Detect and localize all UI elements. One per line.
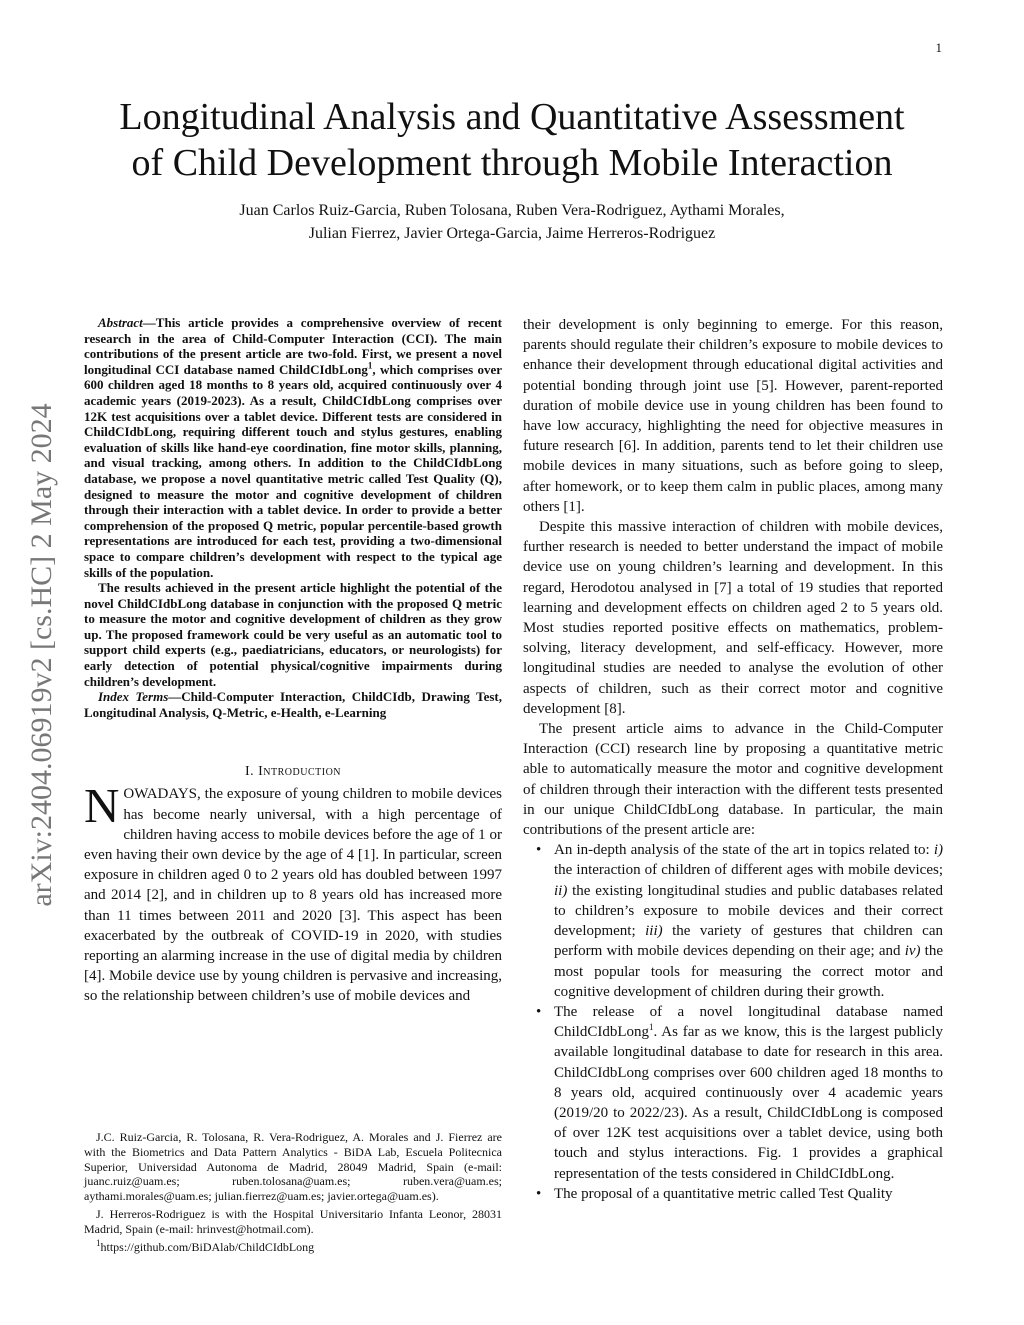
index-terms-label: Index Terms <box>98 689 169 705</box>
abstract-label: Abstract <box>98 315 143 330</box>
section-heading-introduction: I. Introduction <box>244 764 342 780</box>
authors-line-1: Juan Carlos Ruiz-Garcia, Ruben Tolosana, Ruben Vera-Rodriguez, Aythami Morales, <box>239 202 785 219</box>
contributions-list <box>523 840 943 1204</box>
index-terms-dash: — <box>168 689 182 705</box>
left-column <box>84 315 502 1007</box>
url-footnote-link[interactable]: https://github.com/BiDAlab/ChildCIdbLong <box>100 1239 315 1254</box>
contribution-1-text-d: the most popular tools for measuring the correct motor and cognitive development of children during their growth. <box>554 943 944 1000</box>
authors-line-2: Julian Fierrez, Javier Ortega-Garcia, Jaime Herreros-Rodriguez <box>308 225 716 242</box>
intro-text: , the exposure of young children to mobile devices has become nearly universal, with a high percentage of children having access to mobile devices before the age of 1 or even having their own device by the age of 4 [1]. In particular, screen exposure in children aged 0 to 2 years old has doubled between 1997 and 2014 [2], and in children up to 8 years old has increased more than 11 times between 2011 and 2020 [3]. This aspect has been exacerbated by the outbreak of COVID-19 in 2020, with studies reporting an alarming increase in the use of digital media by children [4]. Mobile device use by young children is pervasive and increasing, so the relationship between children’s use of mobile devices and <box>84 786 502 1005</box>
paper-title <box>60 94 964 186</box>
title-line-2: of Child Development through Mobile Interaction <box>131 142 893 184</box>
contribution-item <box>523 1002 943 1184</box>
contribution-item <box>523 1184 943 1204</box>
abstract-footnote-mark: 1 <box>367 360 373 371</box>
intro-lead-word: OWADAYS <box>123 786 198 803</box>
contribution-3-text: The proposal of a quantitative metric called Test Quality <box>554 1185 893 1202</box>
contribution-2-text-a: The release of a novel longitudinal database named ChildCIdbLong <box>554 1003 943 1041</box>
index-terms-text: Child-Computer Interaction, ChildCIdb, Drawing Test, Longitudinal Analysis, Q-Metric, e-Health, e-Learning <box>84 689 502 720</box>
contribution-1-text-c: the variety of gestures that children can perform with mobile devices depending on their age; and <box>554 923 943 960</box>
abstract-paragraph-2: The results achieved in the present article highlight the potential of the novel ChildCIdbLong database in conjunction with the proposed Q metric to measure the motor and cognitive development of children as they grow up. The proposed framework could be very useful as an automatic tool to support child experts (e.g., paediatricians, educators, or neurologists) for early detection of potential physical/cognitive impairments during children’s development. <box>84 580 502 689</box>
contribution-item <box>523 840 943 1002</box>
contribution-1-marker-iv: iv) <box>904 943 921 960</box>
right-column <box>523 315 943 1204</box>
index-terms <box>84 689 502 720</box>
contribution-1-text: An in-depth analysis of the state of the art in topics related to: <box>554 842 934 859</box>
footnotes <box>84 1130 502 1254</box>
abstract-dash: — <box>142 315 156 330</box>
affiliation-footnote-2: J. Herreros-Rodriguez is with the Hospital Universitario Infanta Leonor, 28031 Madrid, Spain (e-mail: hrinvest@hotmail.com). <box>84 1206 502 1236</box>
arxiv-stamp-text: arXiv:2404.06919v2 [cs.HC] 2 May 2024 <box>24 403 58 907</box>
right-paragraph-2: Despite this massive interaction of children with mobile devices, further research is needed to better understand the impact of mobile device use on young children’s learning and development. In this regard, Herodotou analysed in [7] a total of 19 studies that reported learning and development effects on children aged 2 to 5 years old. Most studies reported positive effects on mathematics, problem-solving, literacy development, and self-efficacy. However, more longitudinal studies are needed to analyse the evolution of other aspects of children, such as their correct motor and cognitive development [8]. <box>523 519 943 717</box>
right-paragraph-3: The present article aims to advance in the Child-Computer Interaction (CCI) research line by proposing a quantitative metric able to automatically measure the motor and cognitive development of children through their interaction with the different tests presented in our unique ChildCIdbLong database. In particular, the main contributions of the present article are: <box>523 721 943 839</box>
url-footnote-mark: 1 <box>96 1237 101 1248</box>
url-footnote <box>84 1237 502 1255</box>
abstract-text-a: This article provides a comprehensive overview of recent research in the area of Child-Computer Interaction (CCI). The main contributions of the present article are two-fold. First, we present a novel longitudinal CCI database named ChildCIdbLong <box>84 315 502 377</box>
abstract-text-b: , which comprises over 600 children aged 18 months to 8 years old, acquired continuously over 4 academic years (2019-2023). As a result, ChildCIdbLong comprises over 12K test acquisitions over a tablet device. Different tests are considered in ChildCIdbLong, requiring different touch and stylus gestures, enabling evaluation of skills like hand-eye coordination, fine motor skills, planning, and visual tracking, among others. In addition to the ChildCIdbLong database, we propose a novel quantitative metric called Test Quality (Q), designed to measure the motor and cognitive development of children through their interaction with a tablet device. In order to provide a better comprehension of the proposed Q metric, popular percentile-based growth representations are introduced for each test, providing a two-dimensional space to compare children’s development with respect to the typical age skills of the population. <box>84 361 503 580</box>
abstract-paragraph-1 <box>84 315 502 580</box>
contribution-1-text-b: the existing longitudinal studies and public databases related to children’s exposure to mobile devices and their correct development; <box>554 882 943 940</box>
contribution-2-text-b: . As far as we know, this is the largest publicly available longitudinal database to date for research in this area. ChildCIdbLong comprises over 600 children aged 18 months to 8 years old, acquired continuously over 4 academic years (2019/20 to 2022/23). As a result, ChildCIdbLong is composed of over 12K test acquisitions over a tablet device, using both touch and stylus interactions. Fig. 1 provides a graphical representation of the tests considered in ChildCIdbLong. <box>554 1024 943 1182</box>
contribution-1-text-a: the interaction of children of different ages with mobile devices; <box>554 862 943 879</box>
contribution-2-footnote-mark: 1 <box>649 1022 654 1033</box>
affiliation-footnote-1: J.C. Ruiz-Garcia, R. Tolosana, R. Vera-Rodriguez, A. Morales and J. Fierrez are with the Biometrics and Data Pattern Analytics - BiDA Lab, Escuela Politecnica Superior, Universidad Autonoma de Madrid, 28049 Madrid, Spain (e-mail: juanc.ruiz@uam.es; ruben.tolosana@uam.es; ruben.vera@uam.es; aythami.morales@uam.es; julian.fierrez@uam.es; javier.ortega@uam.es). <box>84 1130 502 1204</box>
contribution-1-marker-i: i) <box>933 842 943 859</box>
contribution-1-marker-iii: iii) <box>645 923 663 940</box>
arxiv-stamp <box>14 350 69 960</box>
right-paragraph-1: their development is only beginning to emerge. For this reason, parents should regulate their children’s exposure to mobile devices to enhance their development through educational digital activities and potential bonding through joint use [5]. However, parent-reported duration of mobile device use in young children has been found to have low accuracy, highlighting the need for objective measures in future research [6]. In addition, parents tend to let their children use mobile devices in many situations, such as before going to sleep, after homework, or to keep them calm in public places, among many others [1]. <box>523 317 943 515</box>
author-list <box>80 199 944 245</box>
title-line-1: Longitudinal Analysis and Quantitative Assessment <box>119 96 905 138</box>
page-number: 1 <box>935 40 942 55</box>
introduction-paragraph <box>84 778 502 1006</box>
drop-cap: N <box>84 778 120 834</box>
contribution-1-marker-ii: ii) <box>554 882 568 899</box>
